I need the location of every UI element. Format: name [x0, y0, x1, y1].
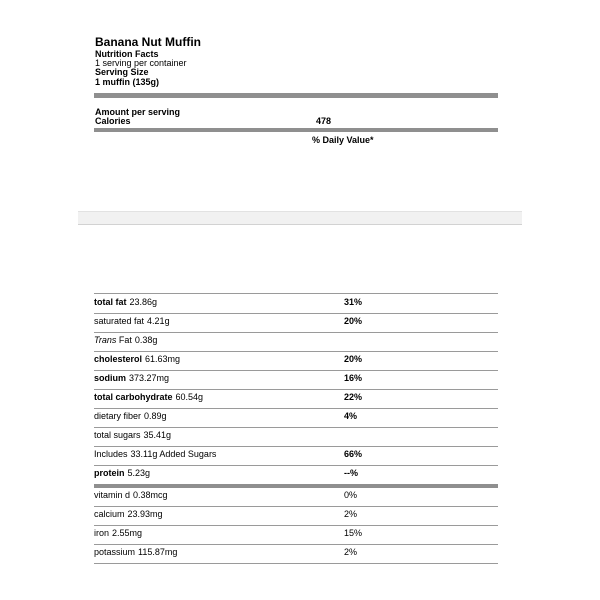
nutrient-amount: 2.55mg [112, 528, 143, 538]
nutrient-row-vitamin-d [94, 487, 498, 507]
nutrient-daily-value: 66% [344, 449, 363, 459]
nutrient-name: Fat [116, 335, 132, 345]
nutrient-amount: 35.41g [143, 430, 172, 440]
nutrient-name: protein [94, 468, 125, 478]
nutrient-daily-value: 2% [344, 509, 358, 519]
nutrient-name: dietary fiber [94, 411, 142, 421]
nutrient-daily-value: 0% [344, 490, 358, 500]
nutrient-row-dietary-fiber [94, 408, 498, 428]
nutrient-amount: 373.27mg [129, 373, 170, 383]
nutrient-row-total-sugars [94, 427, 498, 447]
nutrient-name: Includes [94, 449, 128, 459]
nutrient-name: sodium [94, 373, 127, 383]
nutrient-amount: 115.87mg [138, 547, 178, 557]
thick-divider-top [94, 93, 498, 98]
amount-per-serving-label: Amount per serving [95, 107, 181, 117]
nutrient-row-total-fat [94, 294, 498, 314]
nutrient-name: saturated fat [94, 316, 145, 326]
nutrient-row-added-sugars [94, 446, 498, 466]
nutrient-name: potassium [94, 547, 136, 557]
nutrient-amount: 23.86g [129, 297, 158, 307]
nutrient-name: vitamin d [94, 490, 131, 500]
nutrient-row-iron [94, 525, 498, 545]
serving-size-value: 1 muffin (135g) [95, 77, 160, 87]
nutrient-amount: 33.11g Added Sugars [130, 449, 217, 459]
nutrient-amount: 0.89g [144, 411, 167, 421]
nutrient-row-saturated-fat [94, 313, 498, 333]
nutrient-row-calcium [94, 506, 498, 526]
nutrient-daily-value: 20% [344, 316, 363, 326]
nutrient-daily-value: 2% [344, 547, 358, 557]
nutrient-row-cholesterol [94, 351, 498, 371]
nutrient-amount: 61.63mg [145, 354, 181, 364]
nutrient-row-sodium [94, 370, 498, 390]
nutrient-row-trans-fat [94, 332, 498, 352]
nutrient-name: calcium [94, 509, 125, 519]
calories-label: Calories [95, 116, 131, 126]
nutrient-name: total fat [94, 297, 127, 307]
servings-per-container: 1 serving per container [95, 58, 187, 68]
nutrient-name-italic: Trans [94, 335, 117, 345]
nutrient-name: cholesterol [94, 354, 143, 364]
nutrient-row-protein [94, 465, 498, 488]
nutrient-name: total carbohydrate [94, 392, 173, 402]
nutrient-daily-value: 16% [344, 373, 363, 383]
nutrient-name: total sugars [94, 430, 141, 440]
nutrient-amount: 0.38mcg [133, 490, 168, 500]
thick-divider-calories [94, 128, 498, 132]
nutrient-daily-value: 20% [344, 354, 363, 364]
nutrient-amount: 5.23g [127, 468, 151, 478]
nutrient-amount: 23.93mg [127, 509, 163, 519]
serving-size-label: Serving Size [95, 67, 149, 77]
daily-value-header: % Daily Value* [312, 135, 374, 145]
separator-band [78, 211, 522, 225]
nutrient-amount: 4.21g [147, 316, 170, 326]
nutrient-daily-value: 4% [344, 411, 358, 421]
nutrient-daily-value: 31% [344, 297, 363, 307]
calories-value: 478 [316, 116, 332, 126]
product-title: Banana Nut Muffin [95, 35, 201, 49]
nutrient-row-potassium [94, 544, 498, 564]
nutrient-daily-value: 15% [344, 528, 363, 538]
nutrition-facts-heading: Nutrition Facts [95, 49, 159, 59]
nutrient-daily-value: --% [344, 468, 358, 478]
nutrient-row-total-carbohydrate [94, 389, 498, 409]
nutrient-amount: 0.38g [134, 335, 158, 345]
nutrient-name: iron [94, 528, 110, 538]
nutrient-amount: 60.54g [175, 392, 204, 402]
nutrient-daily-value: 22% [344, 392, 363, 402]
